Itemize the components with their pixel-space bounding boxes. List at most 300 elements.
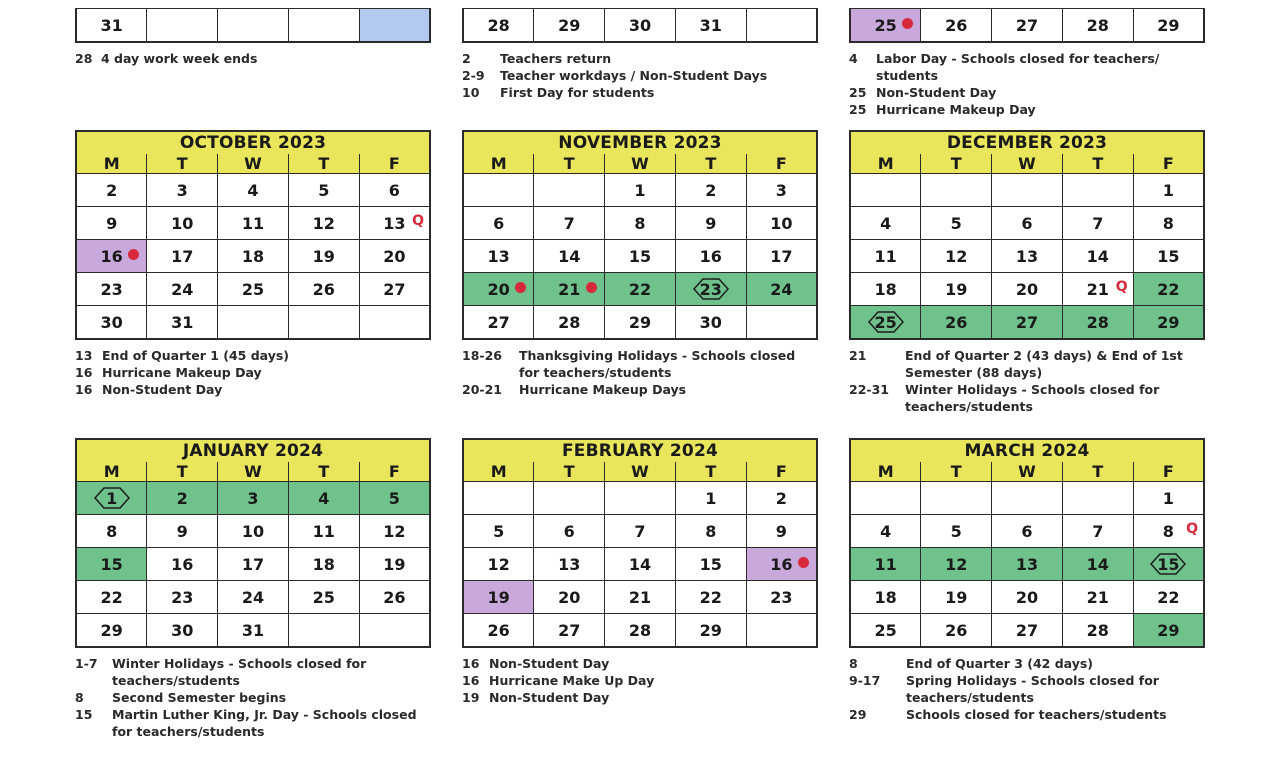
week-row bbox=[76, 614, 430, 648]
day-cell bbox=[992, 174, 1063, 207]
note-text: Thanksgiving Holidays - Schools closed for teachers/students bbox=[519, 348, 796, 380]
day-number: 29 bbox=[699, 620, 722, 640]
day-number: 30 bbox=[628, 15, 652, 35]
day-number: 27 bbox=[1015, 312, 1039, 332]
legend-note bbox=[849, 347, 1205, 381]
day-cell bbox=[992, 515, 1063, 548]
day-cell bbox=[1062, 207, 1133, 240]
day-cell bbox=[147, 9, 218, 43]
day-cell bbox=[1062, 174, 1133, 207]
day-cell bbox=[288, 482, 359, 515]
legend-notes bbox=[849, 347, 1205, 415]
note-text: Spring Holidays - Schools closed for teachers/students bbox=[906, 673, 1159, 705]
day-number: 5 bbox=[493, 521, 505, 541]
day-cell bbox=[992, 240, 1063, 273]
weekday-header: T bbox=[534, 154, 605, 174]
day-number: 11 bbox=[241, 213, 265, 233]
day-number: 21 bbox=[628, 587, 652, 607]
day-cell bbox=[992, 273, 1063, 306]
day-cell bbox=[675, 482, 746, 515]
day-number: 31 bbox=[241, 620, 265, 640]
day-cell bbox=[850, 207, 921, 240]
day-number: 29 bbox=[100, 620, 123, 640]
day-number: 5 bbox=[950, 521, 962, 541]
day-cell bbox=[675, 581, 746, 614]
day-cell bbox=[850, 273, 921, 306]
day-cell bbox=[288, 515, 359, 548]
day-number: 8 bbox=[1162, 213, 1174, 233]
week-row bbox=[463, 273, 817, 306]
day-number: 25 bbox=[874, 15, 897, 35]
day-number: 20 bbox=[1015, 279, 1039, 299]
day-cell bbox=[1062, 240, 1133, 273]
day-cell bbox=[850, 174, 921, 207]
week-row bbox=[850, 482, 1204, 515]
week-row bbox=[76, 273, 430, 306]
weekday-header: T bbox=[288, 462, 359, 482]
day-cell bbox=[76, 9, 147, 43]
note-date: 1-7 bbox=[75, 656, 98, 671]
hurricane-makeup-dot-icon bbox=[902, 18, 913, 29]
day-cell bbox=[605, 174, 676, 207]
day-number: 22 bbox=[1157, 587, 1180, 607]
weekday-header: F bbox=[746, 462, 817, 482]
day-number: 26 bbox=[383, 587, 406, 607]
day-number: 22 bbox=[699, 587, 722, 607]
day-cell bbox=[921, 207, 992, 240]
note-date: 28 bbox=[75, 51, 93, 66]
day-cell bbox=[288, 174, 359, 207]
day-cell bbox=[359, 207, 430, 240]
day-cell bbox=[1062, 581, 1133, 614]
hurricane-makeup-dot-icon bbox=[586, 282, 597, 293]
legend-note bbox=[75, 50, 431, 67]
day-number: 9 bbox=[106, 213, 118, 233]
day-number: 22 bbox=[100, 587, 123, 607]
day-number: 16 bbox=[100, 246, 123, 266]
day-cell bbox=[1062, 9, 1133, 43]
day-cell bbox=[605, 9, 676, 43]
day-cell bbox=[76, 548, 147, 581]
note-date: 2-9 bbox=[462, 68, 485, 83]
note-date: 2 bbox=[462, 51, 471, 66]
day-number: 8 bbox=[1162, 521, 1174, 541]
day-cell bbox=[1062, 515, 1133, 548]
day-number: 29 bbox=[558, 15, 581, 35]
day-number: 21 bbox=[1086, 587, 1109, 607]
day-cell bbox=[218, 515, 289, 548]
note-text: Teacher workdays / Non-Student Days bbox=[500, 68, 768, 83]
day-number: 20 bbox=[1015, 587, 1039, 607]
day-number: 24 bbox=[241, 587, 265, 607]
day-number: 7 bbox=[563, 213, 575, 233]
day-cell bbox=[605, 614, 676, 648]
note-text: Martin Luther King, Jr. Day - Schools closed for teachers/students bbox=[112, 707, 417, 739]
day-number: 9 bbox=[775, 521, 787, 541]
day-cell bbox=[218, 207, 289, 240]
hurricane-makeup-dot-icon bbox=[515, 282, 526, 293]
day-cell bbox=[534, 207, 605, 240]
day-number: 1 bbox=[1162, 488, 1174, 508]
note-text: Hurricane Make Up Day bbox=[489, 673, 655, 688]
day-number: 6 bbox=[493, 213, 505, 233]
day-number: 29 bbox=[1157, 620, 1180, 640]
day-number: 4 bbox=[247, 180, 259, 200]
month-mar-2024 bbox=[849, 438, 1205, 723]
day-cell bbox=[850, 548, 921, 581]
day-number: 23 bbox=[171, 587, 194, 607]
day-cell bbox=[218, 9, 289, 43]
month-dec-2023 bbox=[849, 130, 1205, 415]
week-row bbox=[850, 515, 1204, 548]
day-cell bbox=[288, 240, 359, 273]
day-cell bbox=[921, 614, 992, 648]
day-cell bbox=[76, 515, 147, 548]
day-cell bbox=[76, 174, 147, 207]
day-cell bbox=[463, 482, 534, 515]
legend-note bbox=[75, 689, 431, 706]
day-cell bbox=[746, 273, 817, 306]
month-oct-2023 bbox=[75, 130, 431, 398]
day-number: 23 bbox=[100, 279, 123, 299]
day-cell bbox=[359, 174, 430, 207]
week-row bbox=[463, 174, 817, 207]
week-row bbox=[76, 515, 430, 548]
day-number: 31 bbox=[100, 15, 123, 35]
weekday-header: M bbox=[463, 154, 534, 174]
day-cell bbox=[746, 581, 817, 614]
note-text: Hurricane Makeup Day bbox=[876, 102, 1036, 117]
day-cell bbox=[992, 9, 1063, 43]
day-cell bbox=[76, 614, 147, 648]
legend-note bbox=[75, 706, 431, 740]
day-cell bbox=[359, 515, 430, 548]
day-cell bbox=[288, 9, 359, 43]
quarter-end-q-icon: Q bbox=[412, 213, 424, 229]
day-number: 26 bbox=[487, 620, 510, 640]
weekday-header: F bbox=[1133, 462, 1204, 482]
weekday-header: T bbox=[675, 462, 746, 482]
weekday-header: M bbox=[463, 462, 534, 482]
legend-note bbox=[75, 364, 431, 381]
legend-note bbox=[462, 655, 818, 672]
legend-note bbox=[849, 50, 1205, 84]
day-cell bbox=[463, 548, 534, 581]
weekday-header: T bbox=[1062, 154, 1133, 174]
day-cell bbox=[746, 482, 817, 515]
day-number: 19 bbox=[312, 246, 335, 266]
hurricane-makeup-dot-icon bbox=[128, 249, 139, 260]
legend-note bbox=[75, 655, 431, 689]
day-cell bbox=[463, 581, 534, 614]
day-number: 29 bbox=[628, 312, 652, 332]
day-number: 19 bbox=[487, 587, 510, 607]
day-cell bbox=[921, 240, 992, 273]
day-number: 21 bbox=[1086, 279, 1109, 299]
day-cell bbox=[1062, 306, 1133, 340]
day-cell bbox=[1133, 174, 1204, 207]
weekday-header: M bbox=[850, 462, 921, 482]
weekday-header: T bbox=[921, 154, 992, 174]
day-number: 10 bbox=[241, 521, 265, 541]
day-cell bbox=[534, 482, 605, 515]
partial-month-aug2 bbox=[462, 8, 818, 101]
day-cell bbox=[992, 306, 1063, 340]
day-number: 17 bbox=[171, 246, 194, 266]
quarter-end-q-icon: Q bbox=[1186, 521, 1198, 537]
weekday-header: F bbox=[746, 154, 817, 174]
weekday-header: T bbox=[147, 154, 218, 174]
weekday-header: W bbox=[218, 462, 289, 482]
note-date: 16 bbox=[75, 382, 93, 397]
day-number: 6 bbox=[1021, 213, 1033, 233]
day-number: 27 bbox=[1015, 15, 1039, 35]
weekday-header: T bbox=[921, 462, 992, 482]
note-text: First Day for students bbox=[500, 85, 655, 100]
day-cell bbox=[147, 548, 218, 581]
day-number: 31 bbox=[171, 312, 194, 332]
note-date: 9-17 bbox=[849, 673, 881, 688]
day-number: 18 bbox=[312, 554, 335, 574]
day-cell bbox=[921, 174, 992, 207]
day-cell bbox=[1133, 548, 1204, 581]
day-cell bbox=[605, 207, 676, 240]
note-text: End of Quarter 3 (42 days) bbox=[906, 656, 1094, 671]
day-number: 3 bbox=[775, 180, 787, 200]
day-cell bbox=[605, 482, 676, 515]
note-text: Non-Student Day bbox=[489, 656, 610, 671]
day-cell bbox=[534, 306, 605, 340]
note-text: 4 day work week ends bbox=[101, 51, 258, 66]
day-cell bbox=[288, 614, 359, 648]
quarter-end-q-icon: Q bbox=[1115, 279, 1128, 295]
day-number: 8 bbox=[634, 213, 646, 233]
day-cell bbox=[675, 306, 746, 340]
week-row bbox=[463, 482, 817, 515]
day-number: 1 bbox=[705, 488, 717, 508]
day-number: 18 bbox=[874, 587, 897, 607]
partial-month-sep bbox=[849, 8, 1205, 118]
week-row bbox=[76, 174, 430, 207]
day-number: 4 bbox=[880, 213, 892, 233]
day-number: 15 bbox=[628, 246, 652, 266]
weekday-header: W bbox=[605, 154, 676, 174]
note-date: 22-31 bbox=[849, 382, 889, 397]
note-date: 18-26 bbox=[462, 348, 502, 363]
day-number: 11 bbox=[312, 521, 335, 541]
day-cell bbox=[359, 482, 430, 515]
day-cell bbox=[147, 174, 218, 207]
day-cell bbox=[1133, 515, 1204, 548]
day-number: 30 bbox=[171, 620, 194, 640]
day-cell bbox=[218, 482, 289, 515]
day-cell bbox=[534, 273, 605, 306]
day-cell bbox=[76, 207, 147, 240]
day-cell bbox=[288, 306, 359, 340]
day-cell bbox=[534, 548, 605, 581]
day-cell bbox=[463, 174, 534, 207]
day-cell bbox=[1062, 548, 1133, 581]
week-row bbox=[850, 273, 1204, 306]
day-cell bbox=[921, 9, 992, 43]
day-cell bbox=[992, 548, 1063, 581]
legend-note bbox=[849, 706, 1205, 723]
legend-notes bbox=[462, 655, 818, 706]
note-text: Winter Holidays - Schools closed for teachers/students bbox=[905, 382, 1160, 414]
day-number: 24 bbox=[171, 279, 194, 299]
day-cell bbox=[534, 240, 605, 273]
note-date: 16 bbox=[462, 673, 480, 688]
day-number: 15 bbox=[699, 554, 722, 574]
day-number: 30 bbox=[699, 312, 722, 332]
day-number: 1 bbox=[1162, 180, 1174, 200]
day-number: 6 bbox=[1021, 521, 1033, 541]
month-title: DECEMBER 2023 bbox=[850, 131, 1204, 154]
day-cell bbox=[463, 614, 534, 648]
day-number: 5 bbox=[318, 180, 330, 200]
day-cell bbox=[463, 515, 534, 548]
day-cell bbox=[921, 548, 992, 581]
weekday-header: W bbox=[218, 154, 289, 174]
day-number: 28 bbox=[558, 312, 581, 332]
day-number: 10 bbox=[171, 213, 194, 233]
day-number: 28 bbox=[1086, 620, 1109, 640]
day-cell bbox=[1133, 9, 1204, 43]
day-number: 5 bbox=[388, 488, 400, 508]
day-cell bbox=[147, 614, 218, 648]
week-row bbox=[463, 207, 817, 240]
week-row bbox=[850, 581, 1204, 614]
week-row bbox=[850, 306, 1204, 340]
day-cell bbox=[605, 515, 676, 548]
day-cell bbox=[921, 482, 992, 515]
note-date: 13 bbox=[75, 348, 93, 363]
day-number: 26 bbox=[945, 15, 968, 35]
week-row bbox=[76, 548, 430, 581]
weekday-header: T bbox=[534, 462, 605, 482]
day-number: 2 bbox=[705, 180, 717, 200]
day-cell bbox=[288, 207, 359, 240]
note-text: Non-Student Day bbox=[102, 382, 223, 397]
week-row bbox=[850, 174, 1204, 207]
day-cell bbox=[218, 614, 289, 648]
day-cell bbox=[76, 240, 147, 273]
day-number: 22 bbox=[628, 279, 652, 299]
day-number: 15 bbox=[1157, 554, 1180, 574]
week-row bbox=[76, 240, 430, 273]
legend-note bbox=[849, 101, 1205, 118]
day-cell bbox=[675, 174, 746, 207]
month-jan-2024 bbox=[75, 438, 431, 740]
day-number: 2 bbox=[176, 488, 188, 508]
day-cell bbox=[1062, 273, 1133, 306]
note-date: 15 bbox=[75, 707, 93, 722]
weekday-header: M bbox=[850, 154, 921, 174]
day-cell bbox=[850, 9, 921, 43]
day-number: 31 bbox=[699, 15, 722, 35]
day-cell bbox=[1133, 240, 1204, 273]
day-cell bbox=[992, 614, 1063, 648]
note-date: 16 bbox=[462, 656, 480, 671]
month-title: JANUARY 2024 bbox=[76, 439, 430, 462]
day-number: 6 bbox=[388, 180, 400, 200]
day-cell bbox=[147, 581, 218, 614]
legend-note bbox=[462, 381, 818, 398]
day-cell bbox=[463, 9, 534, 43]
day-cell bbox=[534, 9, 605, 43]
day-number: 2 bbox=[775, 488, 787, 508]
day-number: 19 bbox=[945, 279, 968, 299]
month-title: OCTOBER 2023 bbox=[76, 131, 430, 154]
day-number: 28 bbox=[628, 620, 652, 640]
note-date: 25 bbox=[849, 102, 867, 117]
day-cell bbox=[605, 306, 676, 340]
legend-notes bbox=[462, 50, 818, 101]
partial-month-aug bbox=[75, 8, 431, 67]
day-cell bbox=[534, 174, 605, 207]
note-text: Schools closed for teachers/students bbox=[906, 707, 1167, 722]
day-cell bbox=[850, 240, 921, 273]
day-number: 27 bbox=[487, 312, 510, 332]
note-date: 8 bbox=[75, 690, 84, 705]
day-number: 14 bbox=[558, 246, 581, 266]
day-number: 12 bbox=[383, 521, 406, 541]
day-number: 16 bbox=[171, 554, 194, 574]
day-cell bbox=[534, 581, 605, 614]
day-number: 30 bbox=[100, 312, 123, 332]
day-number: 25 bbox=[874, 312, 897, 332]
week-row bbox=[850, 614, 1204, 648]
day-cell bbox=[147, 482, 218, 515]
day-cell bbox=[675, 515, 746, 548]
legend-note bbox=[462, 672, 818, 689]
day-cell bbox=[746, 9, 817, 43]
day-cell bbox=[288, 273, 359, 306]
day-cell bbox=[76, 482, 147, 515]
day-cell bbox=[746, 614, 817, 648]
day-number: 7 bbox=[1092, 213, 1104, 233]
day-number: 3 bbox=[176, 180, 188, 200]
day-cell bbox=[218, 306, 289, 340]
week-row bbox=[850, 548, 1204, 581]
day-number: 26 bbox=[312, 279, 335, 299]
day-number: 9 bbox=[176, 521, 188, 541]
weekday-header: M bbox=[76, 462, 147, 482]
day-number: 29 bbox=[1157, 15, 1180, 35]
day-number: 25 bbox=[241, 279, 265, 299]
day-number: 19 bbox=[383, 554, 406, 574]
legend-notes bbox=[75, 347, 431, 398]
day-number: 20 bbox=[558, 587, 581, 607]
legend-note bbox=[462, 347, 818, 381]
day-number: 13 bbox=[383, 213, 406, 233]
note-text: End of Quarter 1 (45 days) bbox=[102, 348, 290, 363]
day-cell bbox=[218, 273, 289, 306]
day-cell bbox=[463, 306, 534, 340]
day-number: 25 bbox=[312, 587, 335, 607]
day-number: 1 bbox=[106, 488, 118, 508]
day-cell bbox=[218, 548, 289, 581]
day-cell bbox=[359, 273, 430, 306]
day-cell bbox=[1133, 207, 1204, 240]
day-cell bbox=[288, 581, 359, 614]
day-cell bbox=[76, 581, 147, 614]
day-cell bbox=[921, 581, 992, 614]
weekday-header: T bbox=[675, 154, 746, 174]
legend-note bbox=[462, 689, 818, 706]
note-date: 10 bbox=[462, 85, 480, 100]
day-cell bbox=[675, 240, 746, 273]
